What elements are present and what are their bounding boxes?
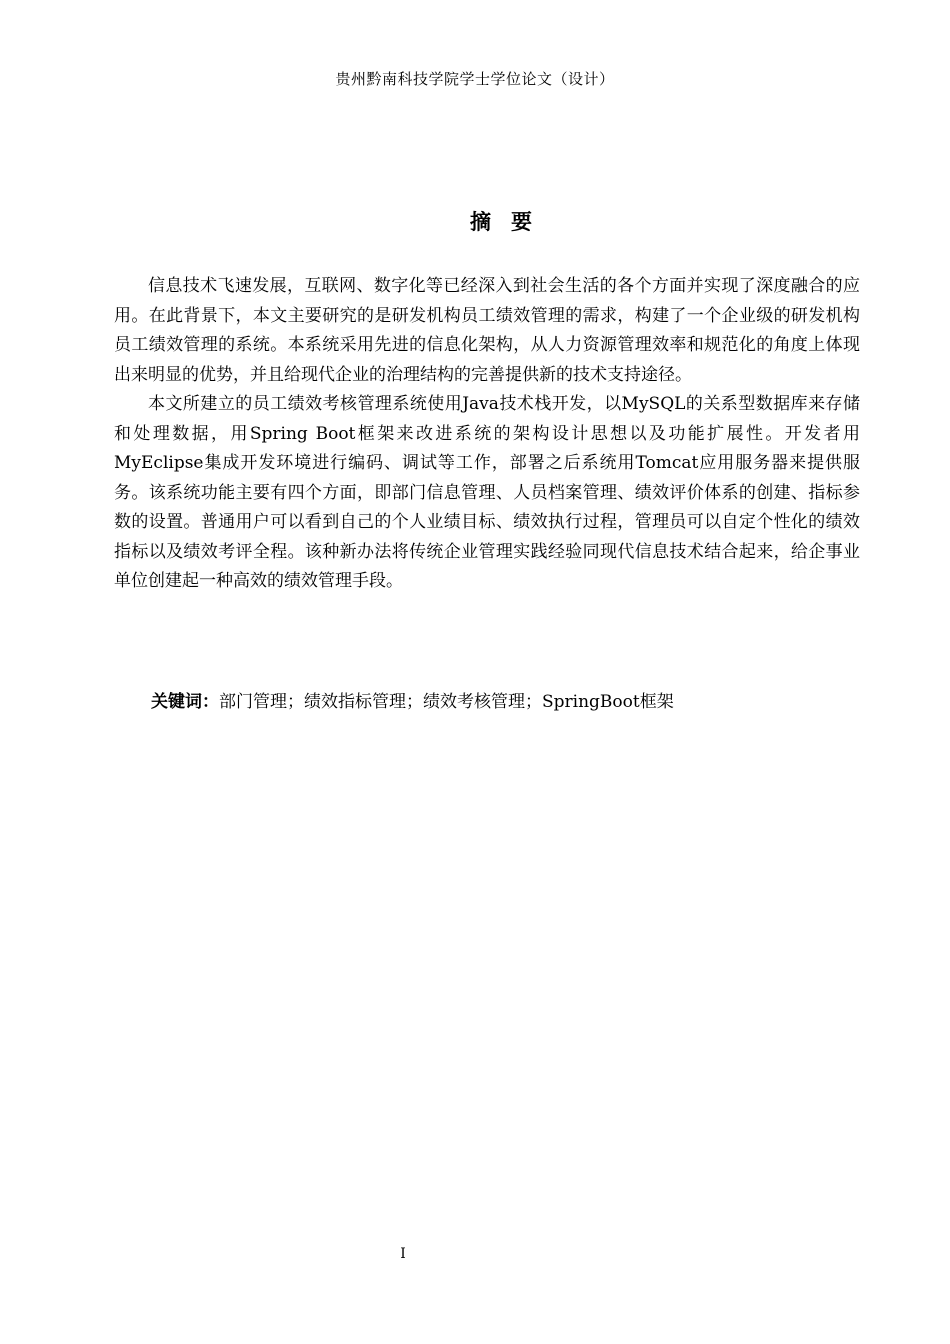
abstract-paragraph: 本文所建立的员工绩效考核管理系统使用Java技术栈开发，以MySQL的关系型数据库来存储和处理数据，用Spring Boot框架来改进系统的架构设计思想以及功能扩展性。开发者用MyEclipse集成开发环境进行编码、调试等工作，部署之后系统用Tomcat应用服务器来提供服务。该系统功能主要有四个方面，即部门信息管理、人员档案管理、绩效评价体系的创建、指标参数的设置。普通用户可以看到自己的个人业绩目标、绩效执行过程，管理员可以自定个性化的绩效指标以及绩效考评全程。该种新办法将传统企业管理实践经验同现代信息技术结合起来，给企事业单位创建起一种高效的绩效管理手段。 [114, 394, 860, 591]
abstract-body [114, 272, 860, 597]
abstract-paragraph: 信息技术飞速发展，互联网、数字化等已经深入到社会生活的各个方面并实现了深度融合的应用。在此背景下，本文主要研究的是研发机构员工绩效管理的需求，构建了一个企业级的研发机构员工绩效管理的系统。本系统采用先进的信息化架构，从人力资源管理效率和规范化的角度上体现出来明显的优势，并且给现代企业的治理结构的完善提供新的技术支持途径。 [114, 276, 860, 385]
abstract-title: 摘要 [470, 209, 552, 234]
page-number: I [400, 1246, 406, 1262]
keywords-list: 部门管理；绩效指标管理；绩效考核管理；SpringBoot框架 [219, 692, 674, 712]
page-header: 贵州黔南科技学院学士学位论文（设计） [335, 70, 615, 88]
keywords-label: 关键词： [151, 692, 219, 712]
keywords-line [151, 688, 851, 717]
